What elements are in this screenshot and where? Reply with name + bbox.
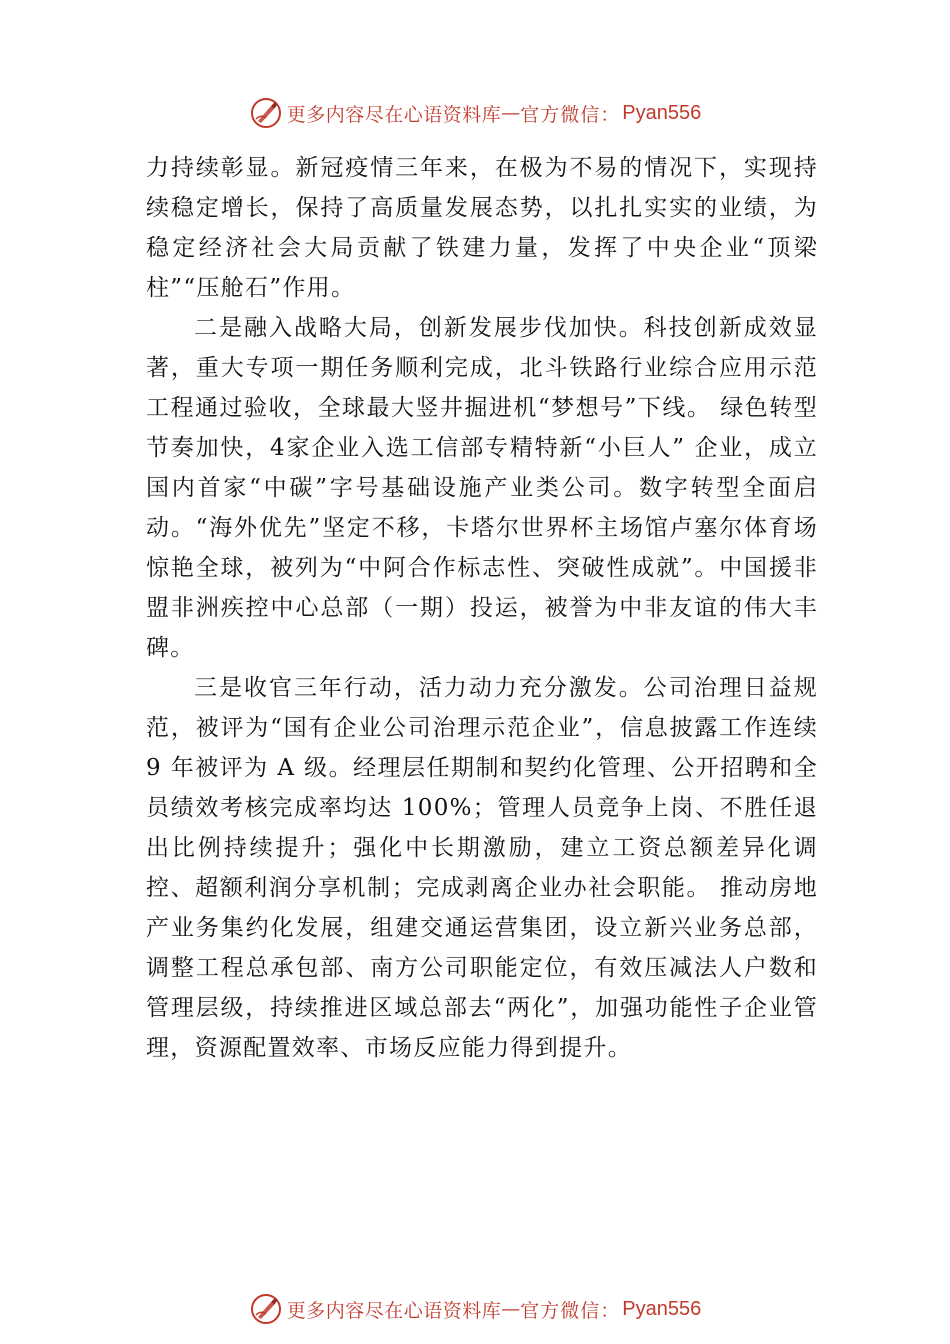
watermark-wechat-label: 官方微信： — [520, 1299, 621, 1322]
paragraph-continuation: 力持续彰显。新冠疫情三年来，在极为不易的情况下，实现持续稳定增长，保持了高质量发展态势，以扎扎实实的业绩，为稳定经济社会大局贡献了铁建力量，发挥了中央企业“顶梁柱”“压舱石”作用。 — [146, 155, 818, 301]
watermark-separator: — — [501, 1298, 521, 1320]
watermark-library-text: 更多内容尽在心语资料库 — [286, 103, 502, 126]
logo-pen-icon — [249, 96, 283, 130]
paragraph-strategy: 二是融入战略大局，创新发展步伐加快。科技创新成效显著，重大专项一期任务顺利完成，北斗铁路行业综合应用示范工程通过验收，全球最大竖井掘进机“梦想号”下线。 绿色转型节奏加快，4家企业入选工信部专精特新“小巨人” 企业，成立国内首家“中碳”字号基础设施产业类公司。数字转型全面启动。“海外优先”坚定不移，卡塔尔世界杯主场馆卢塞尔体育场惊艳全球，被列为“中阿合作标志性、突破性成就”。中国援非盟非洲疾控中心总部（一期）投运，被誉为中非友谊的伟大丰碑。 — [146, 315, 818, 661]
watermark-separator: — — [501, 102, 521, 124]
footer-watermark — [0, 1289, 950, 1329]
header-watermark — [0, 93, 950, 133]
logo-pen-icon — [249, 1292, 283, 1326]
watermark-wechat-id: Pyan556 — [622, 1297, 702, 1320]
paragraph-reform: 三是收官三年行动，活力动力充分激发。公司治理日益规范，被评为“国有企业公司治理示范企业”，信息披露工作连续 9 年被评为 A 级。经理层任期制和契约化管理、公开招聘和全员绩效考核完成率均达 100%；管理人员竞争上岗、不胜任退出比例持续提升；强化中长期激励，建立工资总额差异化调控、超额利润分享机制；完成剥离企业办社会职能。 推动房地产业务集约化发展，组建交通运营集团，设立新兴业务总部，调整工程总承包部、南方公司职能定位，有效压减法人户数和管理层级，持续推进区域总部去“两化”，加强功能性子企业管理，资源配置效率、市场反应能力得到提升。 — [146, 675, 818, 1061]
document-body — [146, 148, 818, 1068]
watermark-library-text: 更多内容尽在心语资料库 — [286, 1299, 502, 1322]
watermark-wechat-label: 官方微信： — [520, 103, 621, 126]
watermark-wechat-id: Pyan556 — [622, 101, 702, 124]
